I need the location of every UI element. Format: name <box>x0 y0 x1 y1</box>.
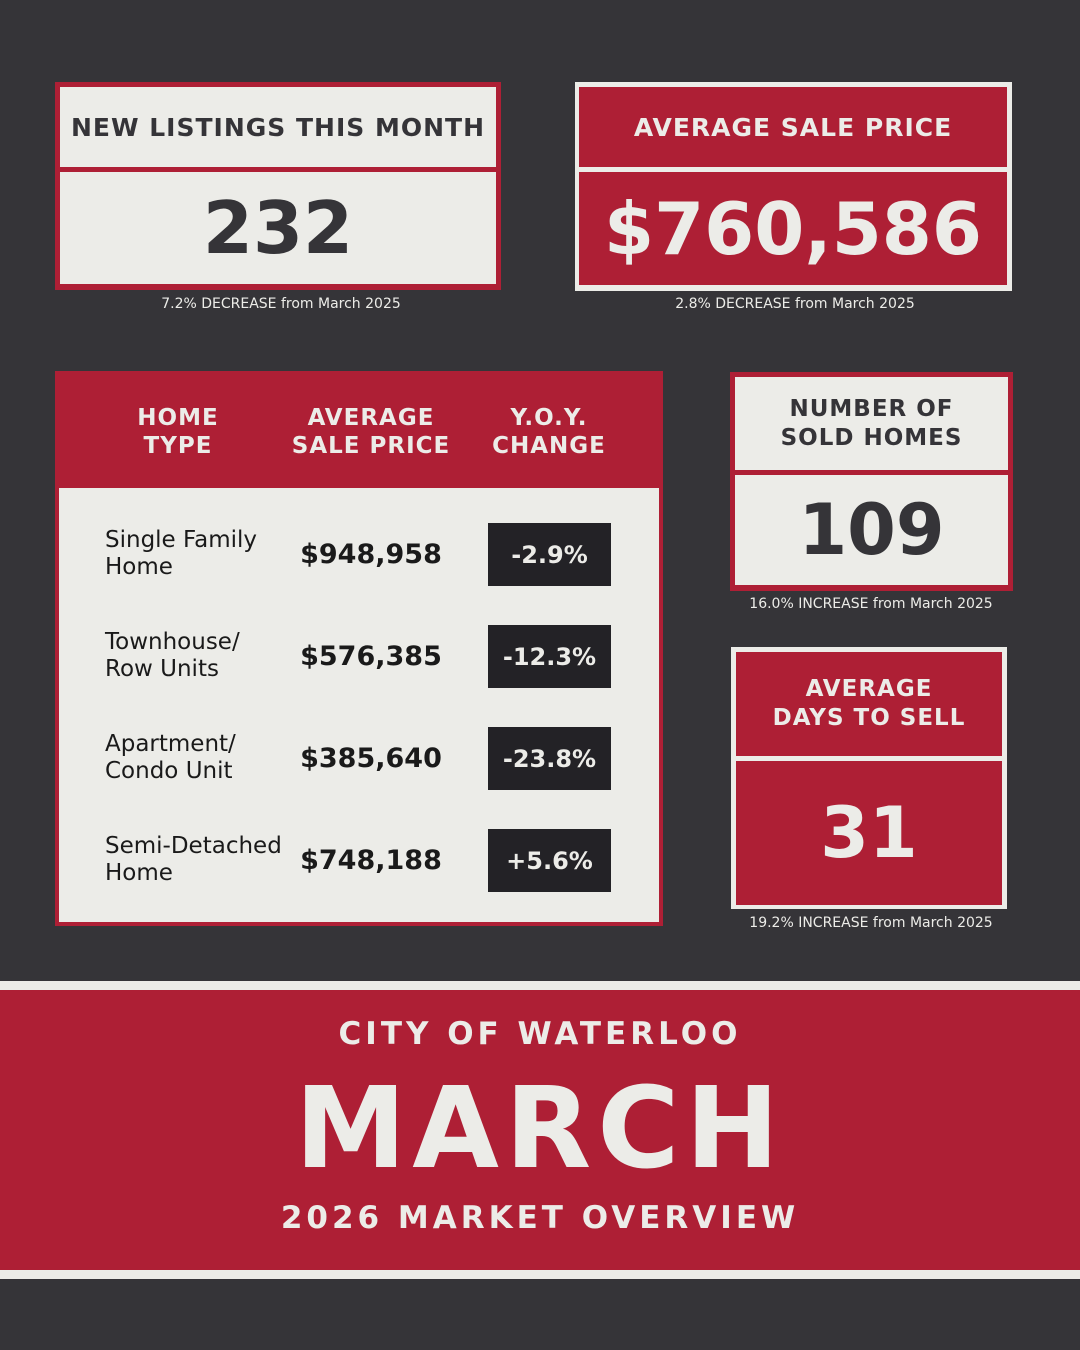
table-header <box>59 375 659 488</box>
table-row <box>59 623 659 689</box>
days-to-sell-label-line2: DAYS TO SELL <box>772 705 966 731</box>
row-change-badge: -12.3% <box>488 625 611 688</box>
row-home-type <box>105 623 305 689</box>
new-listings-label: NEW LISTINGS THIS MONTH <box>60 87 496 167</box>
row-price: $576,385 <box>300 640 442 672</box>
row-home-type <box>105 725 305 791</box>
days-to-sell-note: 19.2% INCREASE from March 2025 <box>749 915 993 931</box>
banner-month: MARCH <box>294 1064 786 1194</box>
header-avg-price-line1: AVERAGE <box>307 404 435 431</box>
sold-homes-label <box>735 377 1008 470</box>
row-price: $385,640 <box>300 742 442 774</box>
row-change-badge: -2.9% <box>488 523 611 586</box>
header-yoy-line1: Y.O.Y. <box>510 404 588 431</box>
home-type-line1: Single Family <box>105 527 258 553</box>
banner-subtitle: 2026 MARKET OVERVIEW <box>280 1200 800 1236</box>
days-to-sell-label-line1: AVERAGE <box>805 676 933 702</box>
header-home-type-line1: HOME <box>137 404 219 431</box>
row-price: $948,958 <box>300 538 442 570</box>
table-row <box>59 521 659 587</box>
table-row <box>59 725 659 791</box>
new-listings-note: 7.2% DECREASE from March 2025 <box>161 296 401 312</box>
avg-sale-price-label: AVERAGE SALE PRICE <box>579 87 1007 167</box>
avg-sale-price-value: $760,586 <box>579 172 1007 285</box>
home-type-line2: Home <box>105 860 173 886</box>
table-row <box>59 827 659 893</box>
header-yoy-change <box>474 375 624 488</box>
home-type-line2: Condo Unit <box>105 758 233 784</box>
banner-top-stripe <box>0 981 1080 990</box>
sold-homes-note: 16.0% INCREASE from March 2025 <box>749 596 993 612</box>
sold-homes-value: 109 <box>735 475 1008 585</box>
header-home-type <box>103 375 253 488</box>
home-type-line2: Row Units <box>105 656 219 682</box>
sold-homes-label-line2: SOLD HOMES <box>780 424 963 451</box>
days-to-sell-value: 31 <box>736 761 1002 905</box>
home-type-line1: Townhouse/ <box>105 629 240 655</box>
row-price: $748,188 <box>300 844 442 876</box>
row-home-type <box>105 521 305 587</box>
row-home-type <box>105 827 305 893</box>
header-avg-price-line2: SALE PRICE <box>291 432 451 459</box>
home-type-line1: Apartment/ <box>105 731 236 757</box>
row-change-badge: -23.8% <box>488 727 611 790</box>
header-avg-price <box>281 375 461 488</box>
row-change-badge: +5.6% <box>488 829 611 892</box>
home-type-line1: Semi-Detached <box>105 833 282 859</box>
banner-city: CITY OF WATERLOO <box>338 1016 742 1052</box>
sold-homes-label-line1: NUMBER OF <box>789 395 954 422</box>
days-to-sell-label <box>736 652 1002 756</box>
header-home-type-line2: TYPE <box>143 432 213 459</box>
avg-sale-price-note: 2.8% DECREASE from March 2025 <box>675 296 915 312</box>
header-yoy-line2: CHANGE <box>492 432 606 459</box>
home-type-line2: Home <box>105 554 173 580</box>
banner-bottom-stripe <box>0 1270 1080 1279</box>
new-listings-value: 232 <box>60 172 496 284</box>
